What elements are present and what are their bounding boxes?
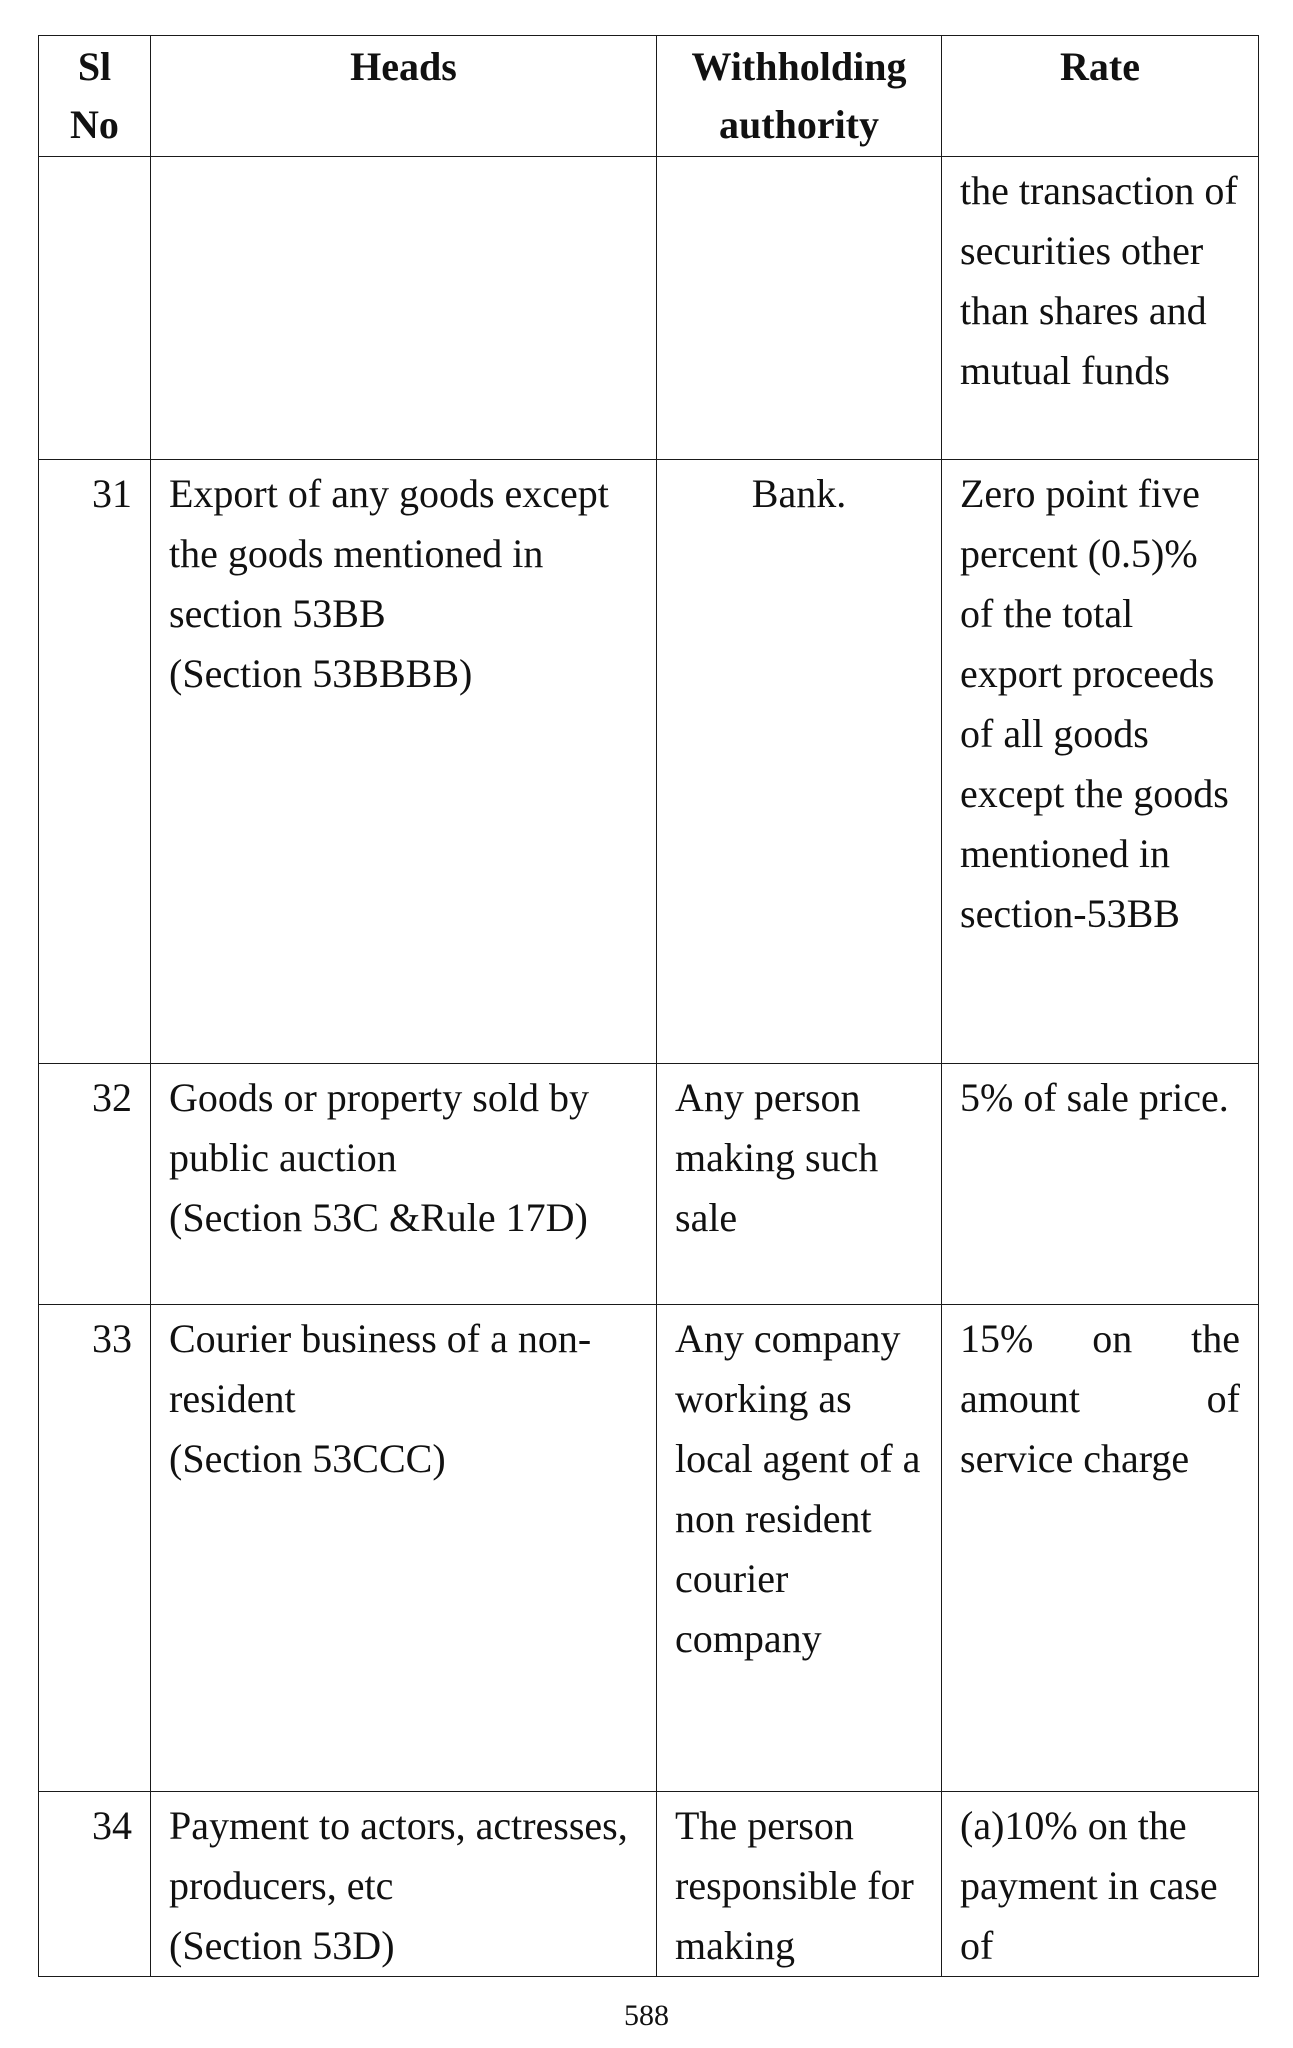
rate-text-line: service charge xyxy=(960,1436,1190,1481)
cell-sl-no xyxy=(39,157,151,460)
header-withholding-authority: Withholding authority xyxy=(657,36,942,157)
cell-authority xyxy=(657,157,942,460)
section-reference: (Section 53CCC) xyxy=(169,1436,446,1481)
heads-text: Export of any goods except the goods mentioned in section 53BB xyxy=(169,471,609,636)
cell-rate: 5% of sale price. xyxy=(942,1064,1259,1305)
cell-sl-no: 33 xyxy=(39,1305,151,1792)
section-reference: (Section 53BBBB) xyxy=(169,651,473,696)
table-row xyxy=(39,460,1259,1064)
table-row xyxy=(39,1792,1259,1977)
table-row xyxy=(39,1305,1259,1792)
table-row-continuation xyxy=(39,157,1259,460)
rate-text-line: 15% on the xyxy=(960,1316,1240,1361)
cell-rate: (a)10% on the payment in case of xyxy=(942,1792,1259,1977)
rate-text-line: amount of xyxy=(960,1376,1240,1421)
table-header-row xyxy=(39,36,1259,157)
cell-authority: Bank. xyxy=(657,460,942,1064)
section-reference: (Section 53C &Rule 17D) xyxy=(169,1195,588,1240)
heads-text: Goods or property sold by public auction xyxy=(169,1075,589,1180)
table-row xyxy=(39,1064,1259,1305)
section-reference: (Section 53D) xyxy=(169,1923,395,1968)
cell-heads xyxy=(151,157,657,460)
heads-text: Courier business of a non-resident xyxy=(169,1316,592,1421)
cell-heads xyxy=(151,1792,657,1977)
cell-authority: The person responsible for making xyxy=(657,1792,942,1977)
header-heads: Heads xyxy=(151,36,657,157)
withholding-tax-table xyxy=(38,35,1259,1977)
cell-rate: the transaction of securities other than shares and mutual funds xyxy=(942,157,1259,460)
cell-sl-no: 34 xyxy=(39,1792,151,1977)
cell-authority: Any person making such sale xyxy=(657,1064,942,1305)
cell-sl-no: 31 xyxy=(39,460,151,1064)
heads-text: Payment to actors, actresses, producers, etc xyxy=(169,1803,628,1908)
header-sl-no: Sl No xyxy=(39,36,151,157)
cell-rate: Zero point five percent (0.5)% of the total export proceeds of all goods except the goods mentioned in section-53BB xyxy=(942,460,1259,1064)
page-number: 588 xyxy=(624,1999,669,2032)
cell-authority: Any company working as local agent of a non resident courier company xyxy=(657,1305,942,1792)
cell-heads xyxy=(151,1305,657,1792)
header-rate: Rate xyxy=(942,36,1259,157)
cell-sl-no: 32 xyxy=(39,1064,151,1305)
cell-heads xyxy=(151,1064,657,1305)
cell-heads xyxy=(151,460,657,1064)
cell-rate xyxy=(942,1305,1259,1792)
